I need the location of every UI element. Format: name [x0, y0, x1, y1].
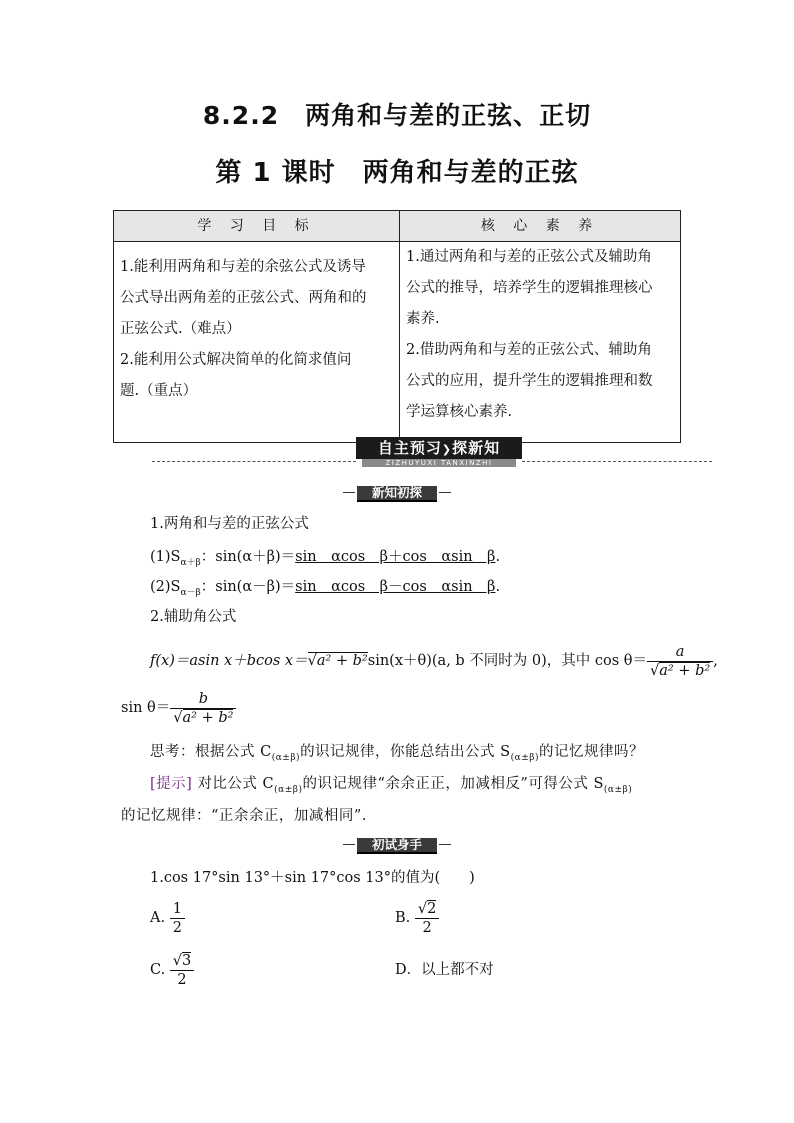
lesson-title: 第 1 课时 两角和与差的正弦: [215, 158, 579, 188]
option-c-label: C.: [150, 962, 166, 978]
f2-period: .: [495, 579, 501, 595]
question-1: 1.cos 17°sin 13°＋sin 17°cos 13°的值为( ): [150, 870, 475, 886]
banner-pinyin: ZIZHUYUXI TANXINZHI: [362, 459, 516, 467]
option-c-den: 2: [177, 971, 187, 988]
banner-title: [356, 437, 522, 459]
section-banner: [356, 437, 522, 466]
option-d: D．以上都不对: [395, 962, 494, 978]
f1-answer: sin αcos β＋cos αsin β: [295, 549, 496, 565]
option-c: [150, 950, 194, 990]
goals-line: 2.能利用公式解决简单的化简求值问: [120, 352, 352, 368]
f2-sub: α－β: [180, 587, 201, 598]
aux-left: f(x)＝asin x＋bcos x＝: [150, 653, 308, 669]
option-a: [150, 898, 185, 938]
literacy-line: 公式的推导，培养学生的逻辑推理核心: [406, 280, 653, 296]
frac-num-a: a: [647, 643, 713, 662]
banner-title-2: 探新知: [452, 439, 501, 457]
aux-sqrt: √a² + b²: [307, 653, 368, 669]
option-c-num-text: 3: [182, 952, 192, 969]
option-c-fraction: [170, 952, 194, 989]
option-a-num: 1: [170, 900, 185, 919]
option-b-label: B.: [395, 910, 411, 926]
frac-den-b-text: a² + b²: [182, 709, 234, 726]
sin-theta-label: sin θ＝: [121, 700, 171, 716]
cos-theta-fraction: [647, 643, 713, 680]
f1-period: .: [495, 549, 501, 565]
literacy-line: 素养.: [406, 311, 440, 327]
hint-sub-s: (α±β): [603, 784, 633, 795]
literacy-line: 1.通过两角和与差的正弦公式及辅助角: [406, 249, 652, 265]
hint-text: 对比公式 C: [197, 776, 275, 792]
sin-theta-fraction: [170, 690, 236, 727]
think-question: [150, 742, 644, 768]
think-mid: 的识记规律，你能总结出公式 S: [300, 744, 511, 760]
option-a-label: A.: [150, 910, 166, 926]
section-title: 8.2.2 两角和与差的正弦、正切: [202, 101, 592, 130]
frac-num-b: b: [170, 690, 236, 709]
option-b: [395, 898, 439, 938]
goals-header: 学 习 目 标: [114, 211, 400, 242]
item1-title: 1.两角和与差的正弦公式: [150, 516, 309, 532]
f2-answer: sin αcos β－cos αsin β: [295, 579, 496, 595]
banner-title-1: 自主预习: [377, 439, 442, 457]
option-b-num-text: 2: [427, 900, 437, 917]
hint: [150, 774, 632, 800]
goals-cell: [114, 242, 400, 443]
hint-mid: 的识记规律“余余正正，加减相反”可得公式 S: [302, 776, 604, 792]
f2-label: (2)S: [150, 579, 181, 595]
think-end: 的记忆规律吗？: [538, 744, 644, 760]
f1-lhs: ：sin(α＋β)＝: [200, 549, 296, 565]
goals-line: 正弦公式.（难点）: [120, 321, 241, 337]
item2-title: 2.辅助角公式: [150, 609, 237, 625]
hint-label: [提示]: [150, 776, 193, 792]
goals-line: 1.能利用两角和与差的余弦公式及诱导: [120, 259, 366, 275]
literacy-header: 核 心 素 养: [400, 211, 681, 242]
sin-theta-formula: [121, 688, 236, 728]
divider-left: [152, 461, 356, 462]
goals-line: 公式导出两角差的正弦公式、两角和的: [120, 290, 367, 306]
literacy-line: 学运算核心素养.: [406, 404, 513, 420]
frac-den-a: √a² + b²: [650, 662, 711, 679]
tag-practice: 初试身手: [357, 838, 437, 854]
aux-comma: ,: [713, 653, 718, 669]
frac-den-b: √a² + b²: [173, 709, 234, 726]
option-b-num: √2: [415, 900, 439, 919]
aux-sqrt-text: a² + b²: [316, 653, 368, 669]
option-b-fraction: [415, 900, 439, 937]
literacy-line: 2.借助两角和与差的正弦公式、辅助角: [406, 342, 652, 358]
f1-sub: α＋β: [180, 557, 201, 568]
divider-right: [522, 461, 712, 462]
goals-table: [113, 210, 681, 443]
aux-formula: [150, 640, 718, 682]
think-sub-c: (α±β): [271, 752, 301, 763]
option-a-fraction: [170, 900, 185, 937]
think-text: 思考：根据公式 C: [150, 744, 272, 760]
option-c-num: √3: [170, 952, 194, 971]
literacy-line: 公式的应用，提升学生的逻辑推理和数: [406, 373, 653, 389]
f1-label: (1)S: [150, 549, 181, 565]
option-b-den: 2: [422, 919, 432, 936]
goals-line: 题.（重点）: [120, 383, 198, 399]
think-sub-s: (α±β): [510, 752, 539, 763]
formula-diff: [150, 577, 500, 603]
hint-sub-c: (α±β): [274, 784, 303, 795]
hint-line2: 的记忆规律：“正余余正，加减相同”.: [121, 808, 367, 824]
option-a-den: 2: [172, 919, 182, 936]
tag-new-knowledge: 新知初探: [357, 486, 437, 502]
literacy-cell: [400, 242, 681, 443]
f2-lhs: ：sin(α－β)＝: [200, 579, 296, 595]
aux-mid: sin(x＋θ)(a, b 不同时为 0)，其中 cos θ＝: [367, 653, 648, 669]
formula-sum: [150, 547, 500, 573]
frac-den-a-text: a² + b²: [659, 662, 711, 679]
arrow-icon: ❯: [441, 443, 453, 456]
